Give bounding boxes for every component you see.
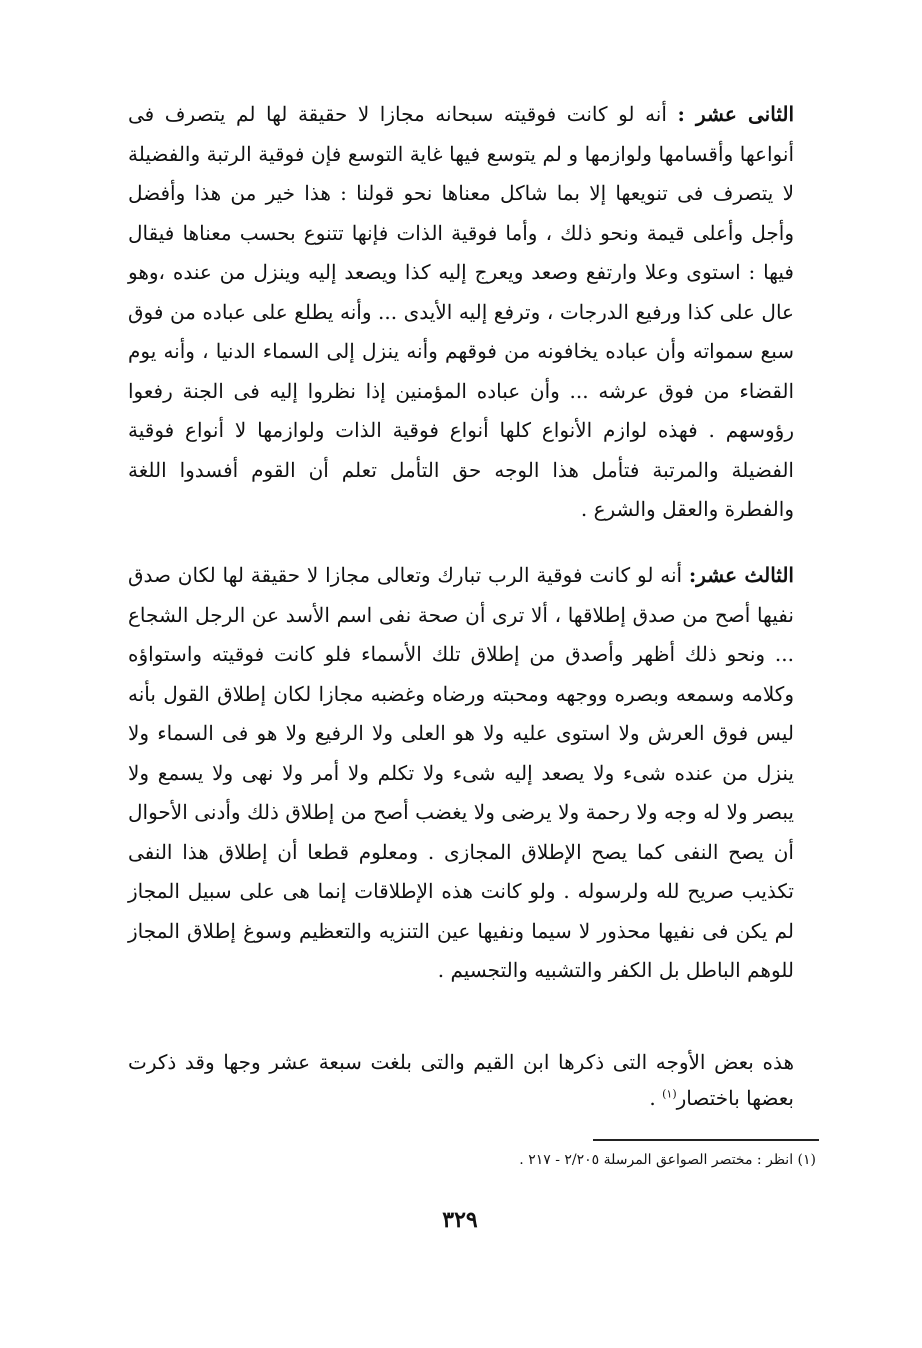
- paragraph-thirteenth-body: أنه لو كانت فوقية الرب تبارك وتعالى مجازا لا حقيقة لها لكان صدق نفيها أصح من صدق إطلاقها ، ألا ترى أن صحة نفى اسم الأسد عن الرجل الشجاع ... ونحو ذلك أظهر وأصدق من إطلاق تلك الأسماء فلو كانت فوقيته واستواؤه وكلامه وسمعه وبصره ووجهه ومحبته ورضاه وغضبه مجازا لكان إطلاق القول بأنه ليس فوق العرش ولا استوى عليه ولا هو العلى ولا الرفيع ولا هو فى السماء ولا ينزل من عنده شىء ولا يصعد إليه شىء ولا تكلم ولا أمر ولا نهى ولا يسمع ولا يبصر ولا له وجه ولا رحمة ولا يرضى ولا يغضب أصح من إطلاق ذلك وأدنى الأحوال أن يصح النفى كما يصح الإطلاق المجازى . ومعلوم قطعا أن إطلاق هذا النفى تكذيب صريح لله ولرسوله . ولو كانت هذه الإطلاقات إنما هى على سبيل المجاز لم يكن فى نفيها محذور لا سيما ونفيها عين التنزيه والتعظيم وسوغ إطلاق المجاز للوهم الباطل بل الكفر والتشبيه والتجسيم .: [128, 563, 794, 982]
- paragraph-thirteenth-text: [128, 556, 794, 991]
- closing-paragraph: [128, 1044, 794, 1116]
- paragraph-twelfth-point: [128, 95, 794, 530]
- closing-paragraph-body: هذه بعض الأوجه التى ذكرها ابن القيم والتى بلغت سبعة عشر وجها وقد ذكرت بعضها باختصار: [128, 1050, 794, 1110]
- footnote: [380, 1148, 816, 1172]
- footnote-reference-marker: (١): [662, 1087, 677, 1101]
- paragraph-thirteenth-point: [128, 556, 794, 991]
- paragraph-thirteenth-heading: الثالث عشر:: [688, 563, 794, 587]
- paragraph-twelfth-body: أنه لو كانت فوقيته سبحانه مجازا لا حقيقة لها لم يتصرف فى أنواعها وأقسامها ولوازمها و لم يتوسع فيها غاية التوسع فإن فوقية الرتبة والفضيلة لا يتصرف فى تنويعها إلا بما شاكل معناها نحو قولنا : هذا خير من هذا وأفضل وأجل وأعلى قيمة ونحو ذلك ، وأما فوقية الذات فإنها تتنوع بحسب معناها فيقال فيها : استوى وعلا وارتفع وصعد ويعرج إليه كذا ويصعد إليه وينزل من عنده ،وهو عال على كذا ورفيع الدرجات ، وترفع إليه الأيدى ... وأنه يطلع على عباده من فوق سبع سمواته وأن عباده يخافونه من فوقهم وأنه ينزل إلى السماء الدنيا ، وأنه يوم القضاء من فوق عرشه ... وأن عباده المؤمنين إذا نظروا إليه فى الجنة رفعوا رؤوسهم . فهذه لوازم الأنواع كلها أنواع فوقية الذات ولوازمها لا أنواع فوقية الفضيلة والمرتبة فتأمل هذا الوجه حق التأمل تعلم أن القوم أفسدوا اللغة والفطرة والعقل والشرع .: [128, 102, 794, 521]
- paragraph-twelfth-heading: الثانى عشر :: [677, 102, 795, 126]
- closing-paragraph-end: .: [649, 1086, 663, 1110]
- page-number: ٣٢٩: [442, 1207, 478, 1233]
- footnote-text: (١) انظر : مختصر الصواعق المرسلة ٢/٢٠٥ - ٢١٧ .: [519, 1152, 816, 1168]
- footnote-separator-rule: [593, 1139, 819, 1141]
- closing-paragraph-text: [128, 1044, 794, 1116]
- paragraph-twelfth-text: [128, 95, 794, 530]
